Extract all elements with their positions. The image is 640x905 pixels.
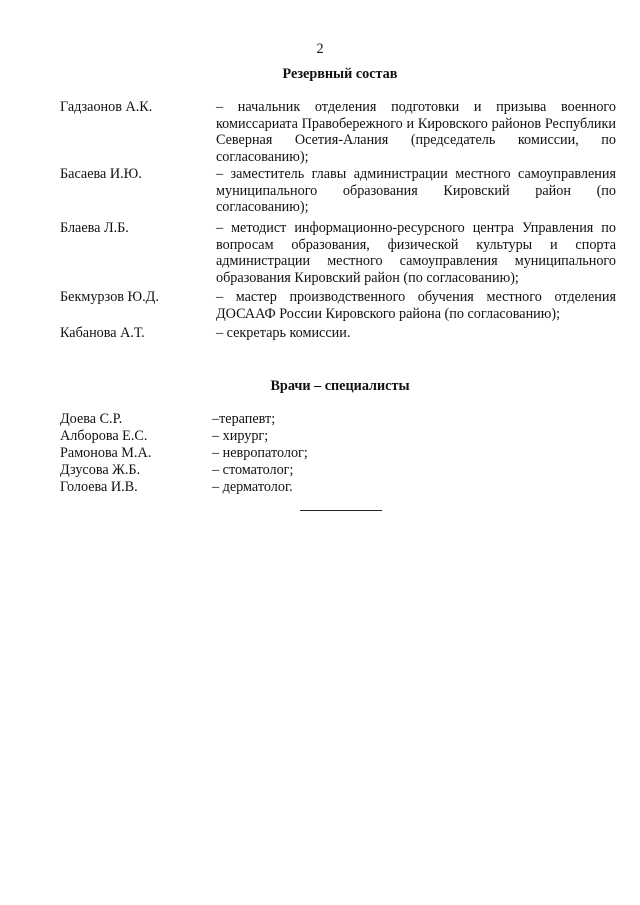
- doctor-name: Алборова Е.С.: [60, 428, 148, 444]
- doctors-heading: Врачи – специалисты: [270, 378, 410, 394]
- doctor-specialty: – дерматолог.: [212, 479, 293, 495]
- reserve-member: [60, 166, 616, 216]
- member-name: Гадзаонов А.К.: [60, 99, 153, 115]
- reserve-member: [60, 220, 616, 286]
- doctor-specialty: –терапевт;: [212, 411, 276, 427]
- member-name: Басаева И.Ю.: [60, 166, 142, 182]
- reserve-member: [60, 289, 616, 322]
- member-name: Блаева Л.Б.: [60, 220, 129, 236]
- closing-rule-mark: [340, 510, 376, 511]
- doctor-name: Доева С.Р.: [60, 411, 123, 427]
- closing-rule: [300, 510, 382, 511]
- member-role: – секретарь комиссии.: [216, 325, 351, 341]
- doctor-name: Голоева И.В.: [60, 479, 138, 495]
- member-role: – заместитель главы администрации местного самоуправления муниципального образования Кировский район (по согласованию);: [216, 166, 616, 216]
- member-name: Бекмурзов Ю.Д.: [60, 289, 159, 305]
- member-name: Кабанова А.Т.: [60, 325, 145, 341]
- page-number: 2: [316, 41, 324, 57]
- member-role: – мастер производственного обучения местного отделения ДОСААФ России Кировского района (по согласованию);: [216, 289, 616, 322]
- doctor-specialty: – невропатолог;: [212, 445, 308, 461]
- doctor-name: Дзусова Ж.Б.: [60, 462, 141, 478]
- reserve-member: [60, 99, 616, 165]
- member-role: – начальник отделения подготовки и призыва военного комиссариата Правобережного и Кировского районов Республики Северная Осетия-Алания (председатель комиссии, по согласованию);: [216, 99, 616, 165]
- doctor-name: Рамонова М.А.: [60, 445, 152, 461]
- doctor-specialty: – хирург;: [212, 428, 269, 444]
- reserve-heading: Резервный состав: [282, 66, 398, 82]
- doctor-specialty: – стоматолог;: [212, 462, 294, 478]
- member-role: – методист информационно-ресурсного центра Управления по вопросам образования, физической культуры и спорта администрации местного самоуправления муниципального образования Кировский район (по согласованию);: [216, 220, 616, 286]
- reserve-member: [60, 325, 616, 342]
